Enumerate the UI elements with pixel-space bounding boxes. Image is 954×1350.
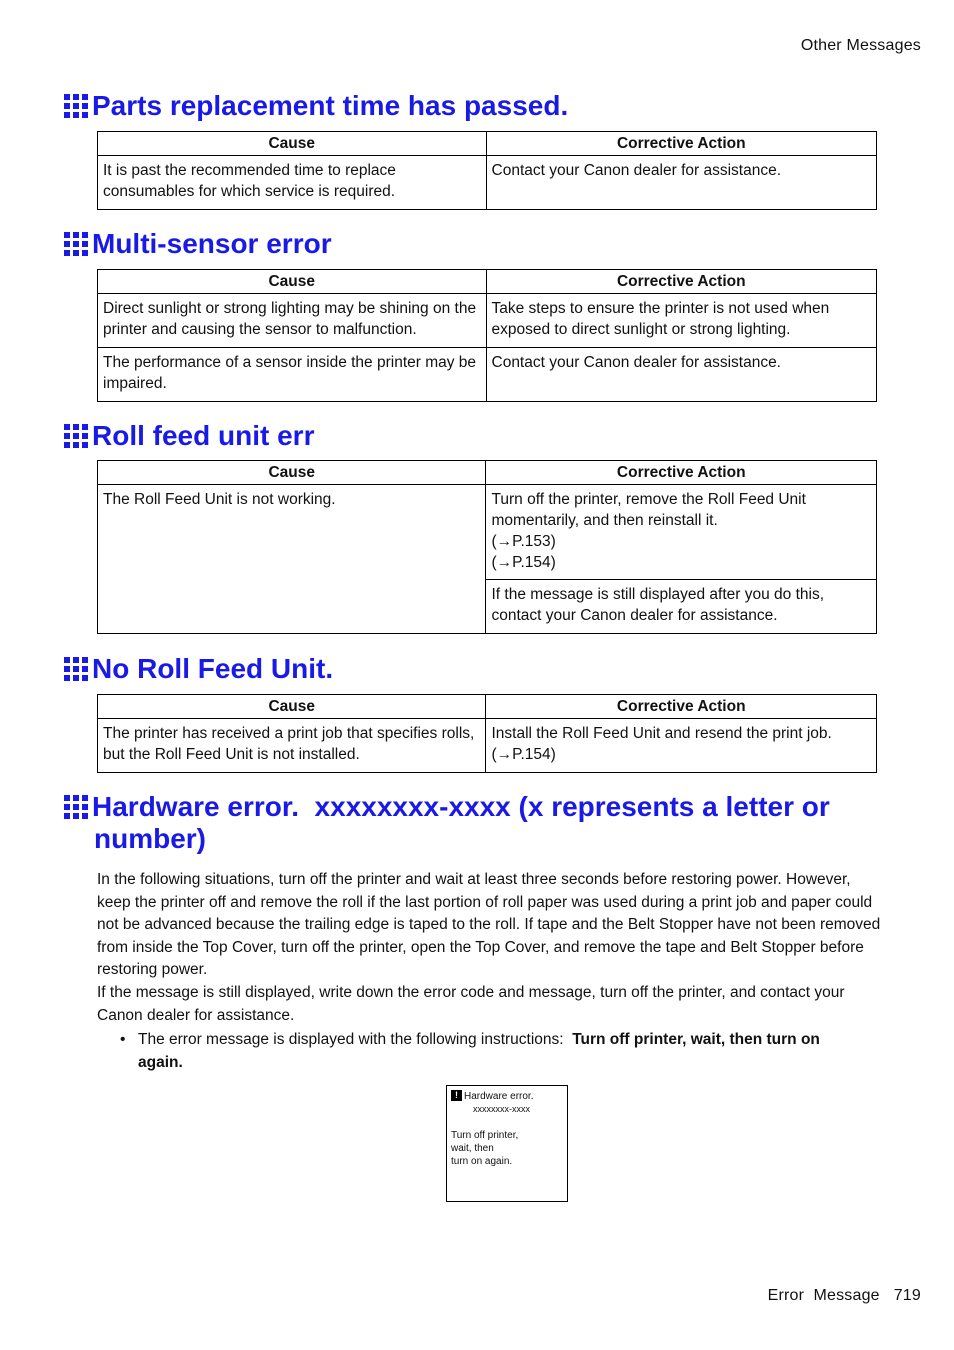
footer-chapter: Error Message <box>767 1287 880 1304</box>
action-cell: Take steps to ensure the printer is not used when exposed to direct sunlight or strong lighting. <box>486 294 877 348</box>
grid-icon <box>64 232 88 256</box>
body-paragraph: If the message is still displayed, write down the error code and message, turn off the printer, and contact your Canon dealer for assistance. <box>97 984 845 1024</box>
cause-cell: The printer has received a print job that specifies rolls, but the Roll Feed Unit is not installed. <box>98 719 486 773</box>
grid-icon <box>64 94 88 118</box>
action-cell: Contact your Canon dealer for assistance. <box>486 156 876 210</box>
bullet-text <box>138 1029 860 1074</box>
parts-replacement-table <box>97 131 877 210</box>
cause-header: Cause <box>98 132 487 156</box>
running-header: Other Messages <box>800 37 921 54</box>
cause-cell: The performance of a sensor inside the printer may be impaired. <box>98 348 487 402</box>
section-title-text: number) <box>94 823 206 854</box>
table-row <box>98 156 877 210</box>
cause-cell: The Roll Feed Unit is not working. <box>98 485 486 634</box>
action-line: Turn off the printer, remove the Roll Feed Unit momentarily, and then reinstall it. <box>491 491 806 529</box>
page-reference: (→P.154) <box>491 554 556 571</box>
action-cell <box>486 485 877 580</box>
section-title-text: Multi-sensor error <box>92 228 332 259</box>
no-roll-feed-unit-table <box>97 694 877 773</box>
table-row <box>98 348 877 402</box>
lcd-line: Hardware error. <box>464 1091 534 1102</box>
section-title-multi-sensor <box>64 228 332 260</box>
action-header: Corrective Action <box>486 132 876 156</box>
page-reference: (→P.154) <box>491 746 556 763</box>
action-header: Corrective Action <box>486 695 877 719</box>
lcd-display <box>446 1085 568 1202</box>
action-header: Corrective Action <box>486 270 877 294</box>
running-footer <box>768 1287 921 1305</box>
cause-cell: Direct sunlight or strong lighting may be shining on the printer and causing the sensor to malfunction. <box>98 294 487 348</box>
cause-header: Cause <box>98 270 487 294</box>
bullet-symbol: • <box>120 1031 126 1048</box>
grid-icon <box>64 424 88 448</box>
lcd-line: wait, then <box>451 1143 494 1154</box>
section-title-roll-feed-unit-err <box>64 420 314 452</box>
bullet-item <box>120 1029 860 1074</box>
grid-icon <box>64 657 88 681</box>
cause-cell: It is past the recommended time to replace consumables for which service is required. <box>98 156 487 210</box>
action-cell: If the message is still displayed after you do this, contact your Canon dealer for assistance. <box>486 580 877 634</box>
section-title-hardware-error <box>64 791 830 855</box>
lcd-line: turn on again. <box>451 1156 513 1167</box>
table-row <box>98 485 877 580</box>
body-paragraph: In the following situations, turn off the printer and wait at least three seconds before restoring power. However, keep the printer off and remove the roll if the last portion of roll paper was used during a print job and paper could not be advanced because the trailing edge is taped to the roll. If tape and the Belt Stopper have not been removed from inside the Top Cover, turn off the printer, open the Top Cover, and remove the tape and Belt Stopper before restoring power. <box>97 871 881 978</box>
page-number: 719 <box>893 1287 921 1304</box>
action-cell <box>486 719 877 773</box>
section-title-no-roll-feed-unit <box>64 653 333 685</box>
multi-sensor-table <box>97 269 877 402</box>
section-title-text: Roll feed unit err <box>92 420 315 451</box>
lcd-line: Turn off printer, <box>451 1130 519 1141</box>
grid-icon <box>64 795 88 819</box>
table-row <box>98 719 877 773</box>
table-row <box>98 294 877 348</box>
action-cell: Contact your Canon dealer for assistance. <box>486 348 877 402</box>
section-title-parts-replacement <box>64 90 568 122</box>
roll-feed-unit-err-table <box>97 460 877 634</box>
bullet-text-bold: Turn off printer, wait, then turn on again. <box>138 1031 820 1071</box>
action-line: Install the Roll Feed Unit and resend the print job. <box>491 725 832 742</box>
warning-icon: ! <box>451 1090 462 1101</box>
section-title-text: Hardware error. xxxxxxxx-xxxx (x represents a letter or <box>92 791 830 822</box>
action-header: Corrective Action <box>486 461 877 485</box>
lcd-line: xxxxxxxx-xxxx <box>473 1104 530 1114</box>
bullet-text-plain: The error message is displayed with the following instructions: <box>138 1031 573 1048</box>
page-reference: (→P.153) <box>491 533 556 550</box>
section-title-text: No Roll Feed Unit. <box>92 653 334 684</box>
cause-header: Cause <box>98 695 486 719</box>
section-title-text: Parts replacement time has passed. <box>92 90 569 121</box>
cause-header: Cause <box>98 461 486 485</box>
